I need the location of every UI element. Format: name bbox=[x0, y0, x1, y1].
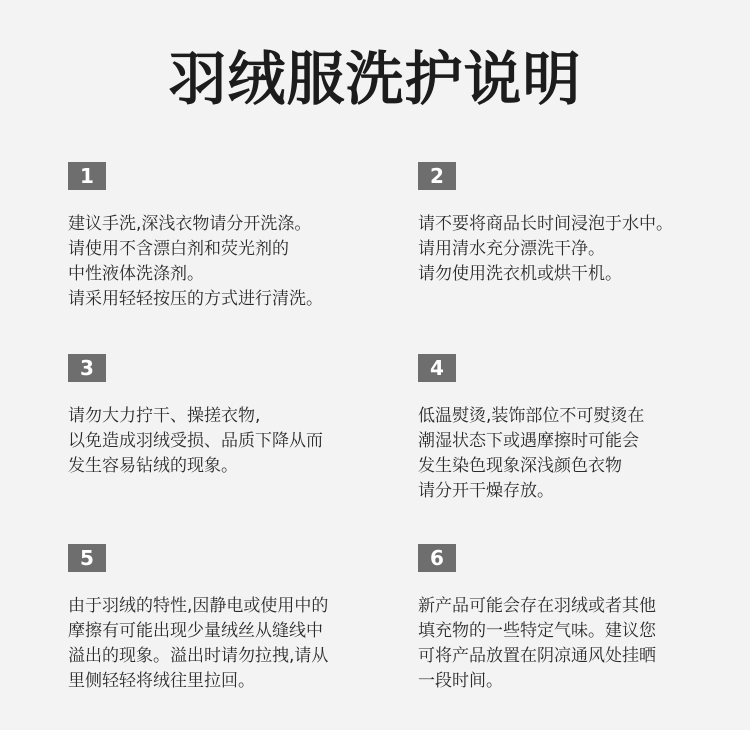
section-line: 中性液体洗涤剂。 bbox=[68, 264, 204, 284]
section-line: 请分开干燥存放。 bbox=[418, 481, 554, 501]
care-section-3 bbox=[68, 354, 388, 479]
section-number-badge: 6 bbox=[418, 544, 456, 572]
section-number-badge: 5 bbox=[68, 544, 106, 572]
care-section-1 bbox=[68, 162, 388, 312]
section-line: 以免造成羽绒受损、品质下降从而 bbox=[68, 431, 323, 451]
section-number-badge: 3 bbox=[68, 354, 106, 382]
section-number-badge: 1 bbox=[68, 162, 106, 190]
section-number-badge: 2 bbox=[418, 162, 456, 190]
section-line: 由于羽绒的特性,因静电或使用中的 bbox=[68, 596, 329, 616]
section-line: 溢出的现象。溢出时请勿拉拽,请从 bbox=[68, 646, 329, 666]
care-section-4 bbox=[418, 354, 738, 504]
section-line: 请不要将商品长时间浸泡于水中。 bbox=[418, 214, 673, 234]
section-line: 发生容易钻绒的现象。 bbox=[68, 456, 238, 476]
section-line: 请勿大力拧干、操搓衣物, bbox=[68, 406, 261, 426]
care-section-2 bbox=[418, 162, 738, 287]
section-line: 低温熨烫,装饰部位不可熨烫在 bbox=[418, 406, 645, 426]
section-line: 请采用轻轻按压的方式进行清洗。 bbox=[68, 289, 323, 309]
care-section-6 bbox=[418, 544, 738, 694]
section-line: 潮湿状态下或遇摩擦时可能会 bbox=[418, 431, 639, 451]
section-line: 可将产品放置在阴凉通风处挂晒 bbox=[418, 646, 656, 666]
section-line: 里侧轻轻将绒往里拉回。 bbox=[68, 671, 255, 691]
section-line: 请用清水充分漂洗干净。 bbox=[418, 239, 605, 259]
care-section-5 bbox=[68, 544, 388, 694]
section-line: 发生染色现象深浅颜色衣物 bbox=[418, 456, 622, 476]
section-text bbox=[68, 404, 388, 479]
page-title: 羽绒服洗护说明 bbox=[168, 45, 582, 113]
section-line: 一段时间。 bbox=[418, 671, 503, 691]
section-line: 请勿使用洗衣机或烘干机。 bbox=[418, 264, 622, 284]
section-line: 新产品可能会存在羽绒或者其他 bbox=[418, 596, 656, 616]
section-line: 建议手洗,深浅衣物请分开洗涤。 bbox=[68, 214, 312, 234]
section-number-badge: 4 bbox=[418, 354, 456, 382]
section-text bbox=[418, 594, 738, 694]
section-text bbox=[418, 212, 738, 287]
section-line: 请使用不含漂白剂和荧光剂的 bbox=[68, 239, 289, 259]
section-text bbox=[68, 594, 388, 694]
section-line: 摩擦有可能出现少量绒丝从缝线中 bbox=[68, 621, 323, 641]
section-text bbox=[418, 404, 738, 504]
section-line: 填充物的一些特定气味。建议您 bbox=[418, 621, 656, 641]
section-text bbox=[68, 212, 388, 312]
